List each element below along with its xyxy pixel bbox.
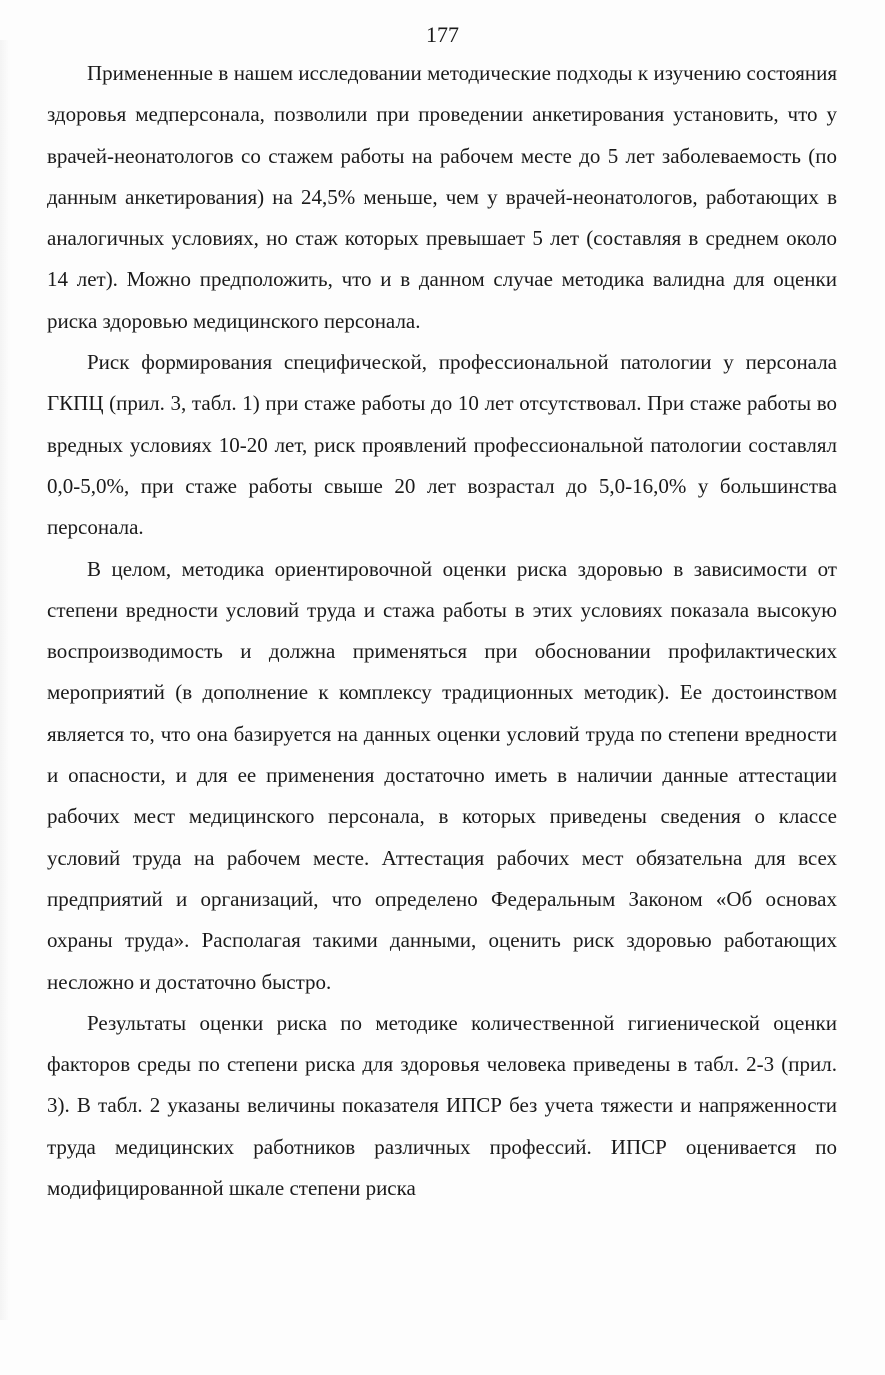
scan-edge-shadow (0, 40, 10, 1320)
paragraph-2: Риск формирования специфической, профессиональной патологии у персонала ГКПЦ (прил. 3, табл. 1) при стаже работы до 10 лет отсутствовал. При стаже работы во вредных условиях 10-20 лет, риск проявлений профессиональной патологии составлял 0,0-5,0%, при стаже работы свыше 20 лет возрастал до 5,0-16,0% у большинства персонала. (47, 350, 837, 540)
paragraph-4: Результаты оценки риска по методике количественной гигиенической оценки факторов среды по степени риска для здоровья человека приведены в табл. 2-3 (прил. 3). В табл. 2 указаны величины показателя ИПСР без учета тяжести и напряженности труда медицинских работников различных профессий. ИПСР оценивается по модифицированной шкале степени риска (47, 1010, 837, 1201)
document-body (47, 53, 837, 1209)
paragraph-1: Примененные в нашем исследовании методические подходы к изучению состояния здоровья медперсонала, позволили при проведении анкетирования установить, что у врачей-неонатологов со стажем работы на рабочем месте до 5 лет заболеваемость (по данным анкетирования) на 24,5% меньше, чем у врачей-неонатологов, работающих в аналогичных условиях, но стаж которых превышает 5 лет (составляя в среднем около 14 лет). Можно предположить, что и в данном случае методика валидна для оценки риска здоровью медицинского персонала. (47, 61, 837, 333)
page-number: 177 (426, 22, 459, 47)
paragraph-3: В целом, методика ориентировочной оценки риска здоровью в зависимости от степени вредности условий труда и стажа работы в этих условиях показала высокую воспроизводимость и должна применяться при обосновании профилактических мероприятий (в дополнение к комплексу традиционных методик). Ее достоинством является то, что она базируется на данных оценки условий труда по степени вредности и опасности, и для ее применения достаточно иметь в наличии данные аттестации рабочих мест медицинского персонала, в которых приведены сведения о классе условий труда на рабочем месте. Аттестация рабочих мест обязательна для всех предприятий и организаций, что определено Федеральным Законом «Об основах охраны труда». Располагая такими данными, оценить риск здоровью работающих несложно и достаточно быстро. (47, 556, 837, 994)
